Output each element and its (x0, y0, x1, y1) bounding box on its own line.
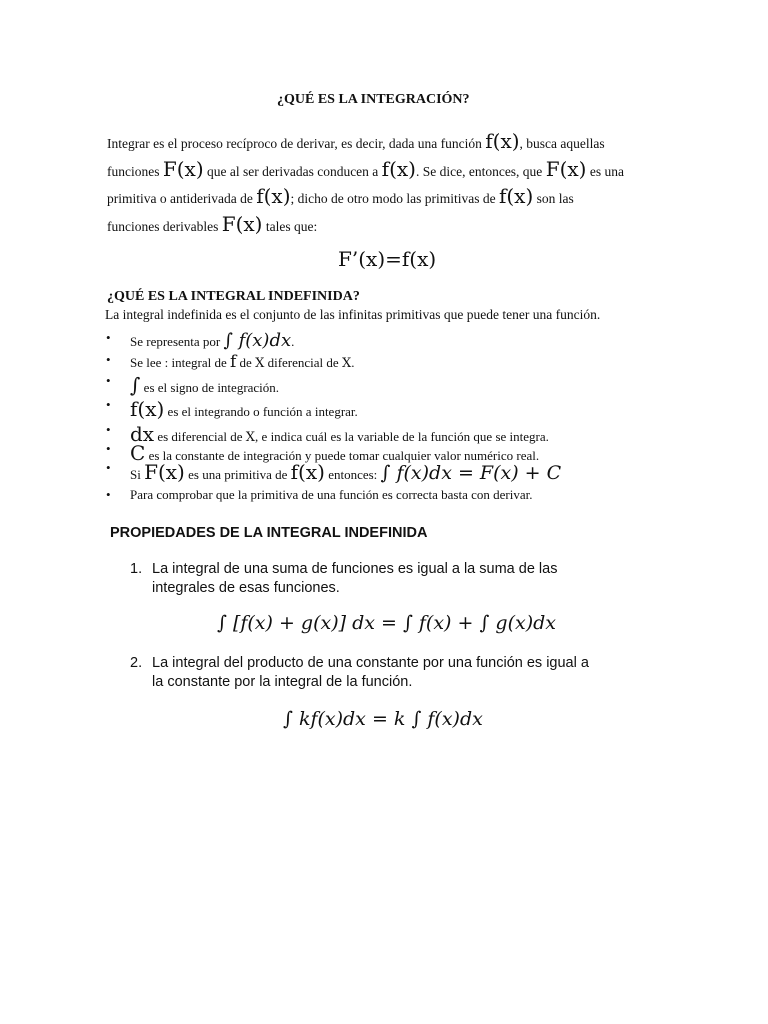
math-x: X (255, 356, 265, 371)
text: Para comprobar que la primitiva de una función es correcta basta con derivar. (130, 487, 533, 502)
text: ; dicho de otro modo las primitivas de (290, 191, 499, 206)
math-x: X (341, 356, 352, 371)
math-fx: f(x) (290, 460, 325, 484)
math-Fx: F(x) (162, 156, 204, 181)
property-1-text (152, 560, 632, 598)
bullet-icon: • (106, 487, 111, 502)
math-Fx: F(x) (545, 156, 587, 181)
bullet-icon: • (106, 330, 111, 345)
list-item (106, 330, 295, 351)
bullet-icon: • (106, 352, 111, 367)
math-fx: f(x) (256, 184, 291, 208)
bullet-icon: • (106, 460, 111, 475)
math-x: X (245, 430, 256, 445)
math-fx: f(x) (130, 397, 165, 421)
text: . (291, 334, 295, 349)
text: , busca aquellas (519, 136, 605, 151)
list-item (106, 460, 562, 484)
paragraph-line-3 (107, 184, 667, 212)
math-integral: ∫ f(x)dx (223, 330, 292, 351)
bullet-icon: • (106, 422, 111, 437)
list-item (106, 373, 280, 397)
math-fx: f(x) (498, 184, 534, 208)
math-f: f (230, 352, 237, 372)
text: es el signo de integración. (140, 380, 280, 395)
bullet-icon: • (106, 441, 111, 456)
math-c: C (130, 441, 146, 465)
text: La integral de una suma de funciones es igual a la suma de las (152, 561, 558, 577)
math-Fx: F(x) (221, 211, 263, 236)
text: . (351, 355, 355, 370)
bullet-icon: • (106, 397, 111, 412)
list-item (106, 352, 355, 372)
text: tales que: (262, 218, 318, 234)
paragraph-line-4 (107, 212, 667, 240)
property-2-formula: ∫ kf(x)dx = k ∫ f(x)dx (283, 708, 483, 730)
text: Se representa por (130, 334, 224, 349)
text: funciones derivables (107, 218, 222, 234)
math-fx: f(x) (485, 129, 520, 153)
formula-main: F’(x)=f(x) (338, 247, 437, 271)
property-1-formula: ∫ [f(x) + g(x)] dx = ∫ f(x) + ∫ g(x)dx (217, 612, 556, 634)
text: . Se dice, entonces, que (415, 163, 546, 179)
text: La integral del producto de una constante por una función es igual a (152, 655, 589, 671)
text: es diferencial de (154, 429, 246, 444)
paragraph-line-1 (107, 129, 667, 157)
property-2-text (152, 654, 632, 692)
text: , e indica cuál es la variable de la función que se integra. (255, 429, 549, 444)
property-1-number: 1. (130, 561, 143, 577)
math-fx: f(x) (381, 156, 416, 181)
text: Si (130, 467, 145, 482)
text: entonces: (324, 467, 381, 482)
text: es una primitiva de (184, 467, 291, 482)
property-2-number: 2. (130, 655, 143, 671)
title-integracion: ¿QUÉ ES LA INTEGRACIÓN? (277, 92, 470, 107)
text: es el integrando o función a integrar. (164, 404, 358, 419)
text: es una (586, 163, 624, 179)
paragraph-line-2 (107, 157, 667, 185)
integral-sign: ∫ (130, 373, 141, 397)
list-item (106, 397, 358, 421)
bullet-icon: • (106, 373, 111, 388)
math-integral-formula: ∫ f(x)dx = F(x) + C (380, 462, 562, 484)
text: la constante por la integral de la función. (152, 674, 413, 690)
text: Se lee : integral de (130, 355, 230, 370)
list-item (106, 487, 533, 503)
paragraph-integracion (107, 129, 667, 239)
text: primitiva o antiderivada de (107, 191, 257, 206)
math-Fx: F(x) (144, 460, 185, 484)
text: que al ser derivadas conducen a (203, 163, 382, 179)
math-dx: dx (130, 422, 155, 446)
text: Integrar es el proceso recíproco de derivar, es decir, dada una función (107, 136, 486, 151)
text: integrales de esas funciones. (152, 580, 340, 596)
text: son las (533, 191, 574, 206)
text: diferencial de (264, 355, 342, 370)
definition-text: La integral indefinida es el conjunto de las infinitas primitivas que puede tener una función. (105, 307, 601, 322)
text: es la constante de integración y puede tomar cualquier valor numérico real. (145, 448, 540, 463)
title-integral-indefinida: ¿QUÉ ES LA INTEGRAL INDEFINIDA? (107, 289, 360, 304)
text: funciones (107, 163, 163, 179)
text: de (236, 355, 256, 370)
title-propiedades: PROPIEDADES DE LA INTEGRAL INDEFINIDA (110, 525, 428, 541)
